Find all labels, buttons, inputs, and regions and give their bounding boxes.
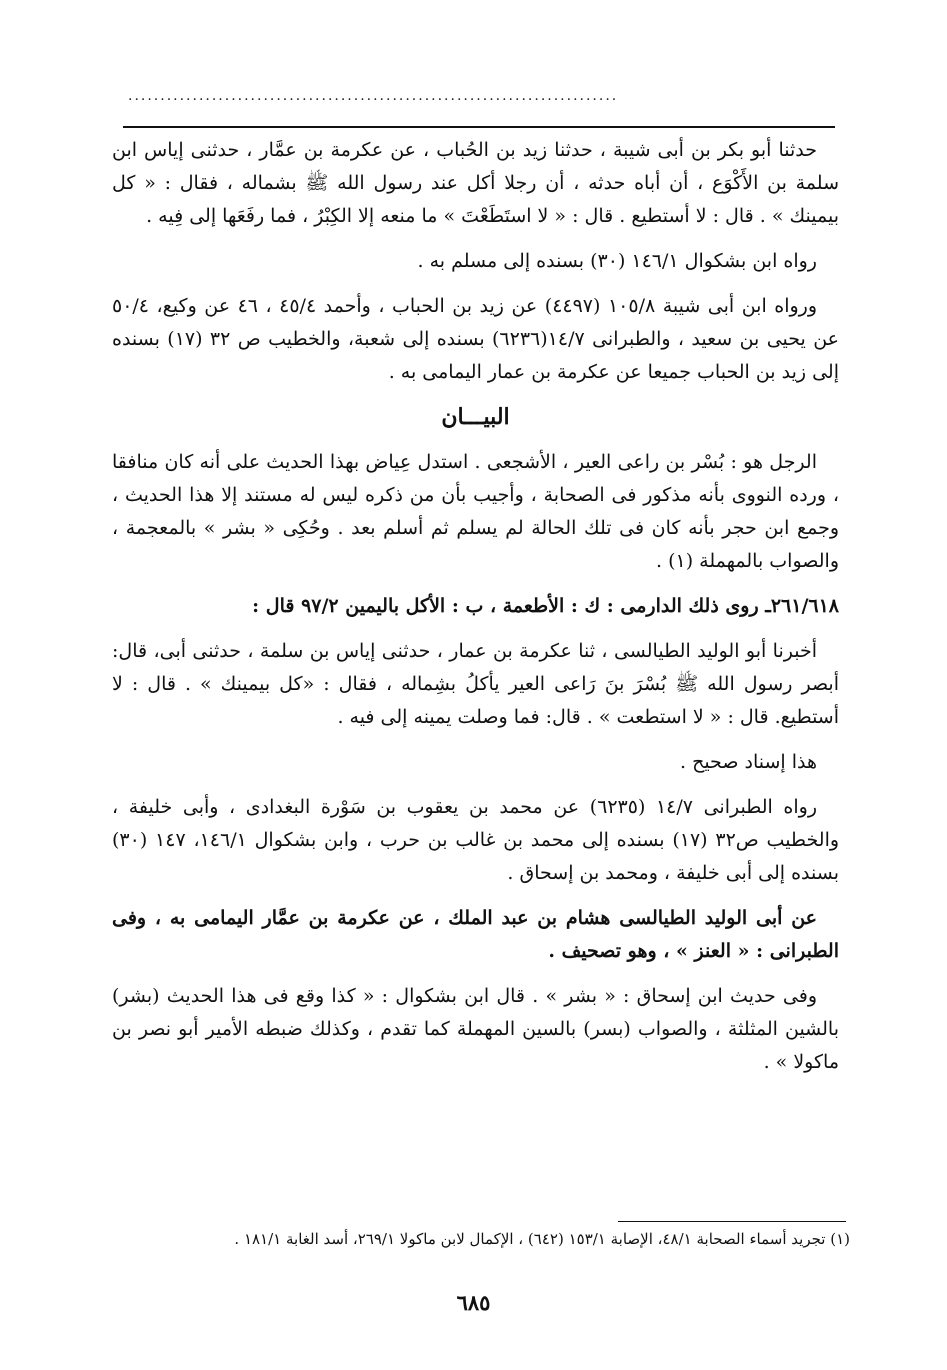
commentary-paragraph: وفى حديث ابن إسحاق : « بشر » . قال ابن بشكوال : « كذا وقع فى هذا الحديث (بشر) بالشين المثلثة ، والصواب (بسر) بالسين المهملة كما تقدم ، وكذلك ضبطه الأمير أبو نصر بن ماكولا » . [112, 985, 839, 1073]
page-number: ٦٨٥ [456, 1290, 491, 1315]
section-heading: البيـــان [441, 404, 510, 430]
footnote-rule [618, 1221, 846, 1222]
main-text [112, 134, 839, 1091]
chain-paragraph: عن أبى الوليد الطيالسى هشام بن عبد الملك ، عن عكرمة بن عمَّار اليمامى به ، وفى الطبرانى : « العنز » ، وهو تصحيف . [112, 907, 839, 962]
isnad-text: أخبرنا أبو الوليد الطيالسى ، ثنا عكرمة بن عمار ، حدثنى إياس بن سلمة ، حدثنى أبى، قال: أبصر رسول الله ﷺ بُسْرَ بنَ رَاعى العير يأكلُ بشِماله ، فقال : «كل بيمينك » . قال : لا أستطيع. قال : « لا استطعت » . قال: فما وصلت يمينه إلى فيه . [112, 640, 839, 728]
footnote: (١) تجريد أسماء الصحابة ٤٨/١، الإصابة ١٥٣/١ (٦٤٢) ، الإكمال لابن ماكولا ٢٦٩/١، أسد الغابة ١٨١/١ . [234, 1230, 850, 1248]
header-dotted-line: ............................................................................ [128, 88, 619, 104]
explanation-paragraph: الرجل هو : بُسْر بن راعى العير ، الأشجعى . استدل عِياض بهذا الحديث على أنه كان منافقا ، ورده النووى بأنه مذكور فى الصحابة ، وأجيب بأن من ذكره ليس له مستند إلا هذا الحديث ، وجمع ابن حجر بأنه كان فى تلك الحالة لم يسلم ثم أسلم بعد . وحُكِى « بشر » بالمعجمة ، والصواب بالمهملة (١) . [112, 451, 839, 572]
hadith-text: حدثنا أبو بكر بن أبى شيبة ، حدثنا زيد بن الحُباب ، عن عكرمة بن عمَّار ، حدثنى إياس ابن سلمة بن الأَكْوَع ، أن أباه حدثه ، أن رجلا أكل عند رسول الله ﷺ بشماله ، فقال : « كل بيمينك » . قال : لا أستطيع . قال : « لا استَطَعْتَ » ما منعه إلا الكِبْرُ ، فما رفَعَها إلى فِيه . [112, 139, 839, 227]
source-list: ورواه ابن أبى شيبة ١٠٥/٨ (٤٤٩٧) عن زيد بن الحباب ، وأحمد ٤٥/٤ ، ٤٦ عن وكيع، ٥٠/٤ عن يحيى بن سعيد ، والطبرانى ١٤/٧(٦٢٣٦) بسنده إلى شعبة، والخطيب ص ٣٢ (١٧) بسنده إلى زيد بن الحباب جميعا عن عكرمة بن عمار اليمامى به . [112, 295, 840, 383]
takhrij-paragraph: رواه الطبرانى ١٤/٧ (٦٢٣٥) عن محمد بن يعقوب بن سَوْرة البغدادى ، وأبى خليفة ، والخطيب ص٣٢ (١٧) بسنده إلى محمد بن غالب بن حرب ، وابن بشكوال ١٤٦/١، ١٤٧ (٣٠) بسنده إلى أبى خليفة ، ومحمد بن إسحاق . [112, 796, 840, 884]
source-note: رواه ابن بشكوال ١٤٦/١ (٣٠) بسنده إلى مسلم به . [417, 250, 817, 272]
hadith-number-line: ٢٦١/٦١٨ـ روى ذلك الدارمى : ك : الأطعمة ، ب : الأكل باليمين ٩٧/٢ قال : [252, 595, 839, 617]
grading-note: هذا إسناد صحيح . [679, 751, 817, 773]
header-rule [123, 126, 835, 128]
